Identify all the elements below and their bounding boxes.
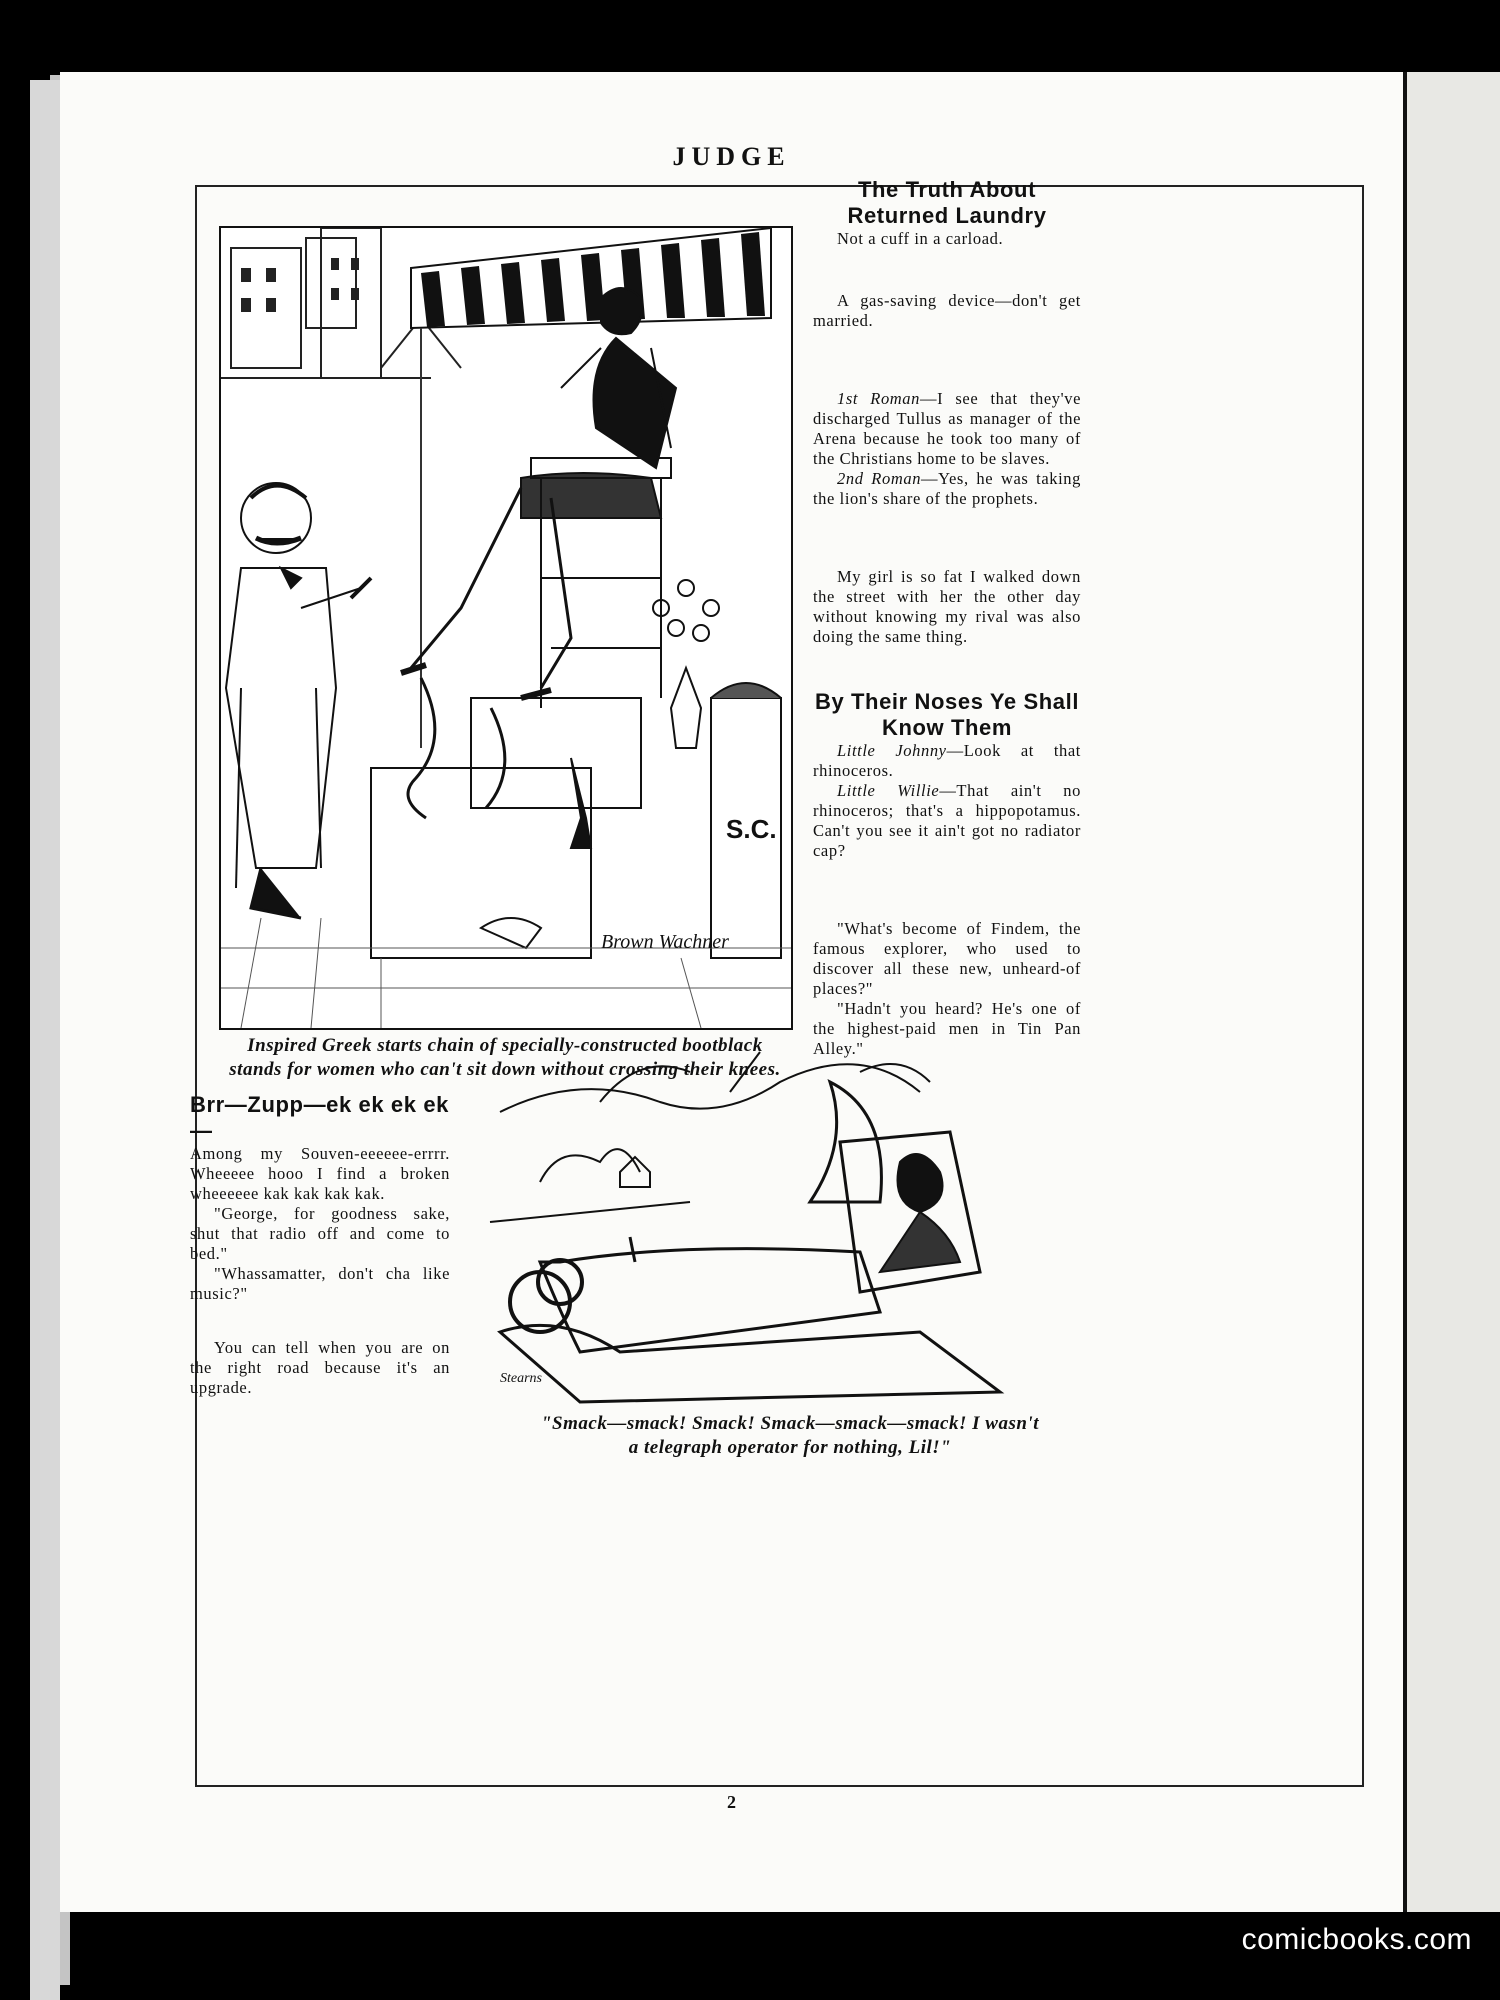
page-stack-edge-outer: [30, 80, 60, 2000]
bottom-cartoon-caption: [490, 1412, 1090, 1460]
dialogue: —Look at that rhinoceros.: [813, 741, 1081, 780]
left-bottom-column: [190, 1092, 450, 1398]
car-illustration: [480, 1032, 1070, 1407]
laundry-joke: Not a cuff in a carload.: [837, 229, 1004, 248]
radio-joke-part3: "Whassamatter, don't cha like music?": [190, 1264, 450, 1303]
bootblack-cartoon: [219, 226, 793, 1030]
radio-joke-part2: "George, for goodness sake, shut that radio off and come to bed.": [190, 1204, 450, 1263]
explorer-joke-part2: "Hadn't you heard? He's one of the highest-paid men in Tin Pan Alley.": [813, 999, 1081, 1058]
car-cartoon: [480, 1032, 1070, 1407]
page-number: 2: [727, 1792, 736, 1812]
rhino-joke-part2: [813, 781, 1081, 861]
dialogue: —That ain't no rhinoceros; that's a hippopotamus. Can't you see it ain't got no radiator cap?: [813, 781, 1081, 860]
caption-line: stands for women who can't sit down without crossing their knees.: [229, 1059, 781, 1080]
roman-joke-part1: [813, 389, 1081, 469]
radio-heading: Brr—Zupp—ek ek ek ek—: [190, 1092, 449, 1143]
right-text-column: [813, 177, 1081, 1059]
dialogue: —I see that they've discharged Tullus as manager of the Arena because he took too many of the Christians home to be slaves.: [813, 389, 1081, 468]
gas-saving-joke: A gas-saving device—don't get married.: [813, 291, 1081, 330]
fat-girl-joke: My girl is so fat I walked down the street with her the other day without knowing my rival was also doing the same thing.: [813, 567, 1081, 646]
speaker: Little Willie: [837, 781, 940, 800]
radio-joke-part1: Among my Souven-eeeeee-errrr. Wheeeee hooo I find a broken wheeeeee kak kak kak kak.: [190, 1144, 450, 1203]
noses-heading: By Their Noses Ye Shall Know Them: [814, 689, 1080, 740]
magazine-page: [60, 72, 1403, 1912]
car-artist-signature: Stearns: [500, 1371, 542, 1386]
caption-line: Inspired Greek starts chain of specially-constructed bootblack: [247, 1035, 763, 1056]
masthead: JUDGE: [672, 142, 791, 171]
speaker: 2nd Roman: [837, 469, 922, 488]
explorer-joke-part1: "What's become of Findem, the famous explorer, who used to discover all these new, unheard-of places?": [813, 919, 1081, 998]
bootblack-illustration: [221, 228, 791, 1028]
barrel-label: S.C.: [726, 814, 777, 844]
speaker: 1st Roman: [837, 389, 921, 408]
rhino-joke-part1: [813, 741, 1081, 781]
dialogue: —Yes, he was taking the lion's share of the prophets.: [813, 469, 1081, 508]
caption-line: a telegraph operator for nothing, Lil!": [628, 1437, 952, 1458]
upgrade-joke: You can tell when you are on the right road because it's an upgrade.: [190, 1338, 450, 1397]
watermark: comicbooks.com: [1241, 1923, 1472, 1956]
speaker: Little Johnny: [837, 741, 947, 760]
laundry-heading: The Truth About Returned Laundry: [847, 177, 1047, 228]
roman-joke-part2: [813, 469, 1081, 509]
caption-line: "Smack—smack! Smack! Smack—smack—smack! I wasn't: [541, 1413, 1039, 1434]
artist-signature: Brown Wachner: [601, 931, 729, 953]
next-page-edge: [1407, 72, 1500, 1912]
